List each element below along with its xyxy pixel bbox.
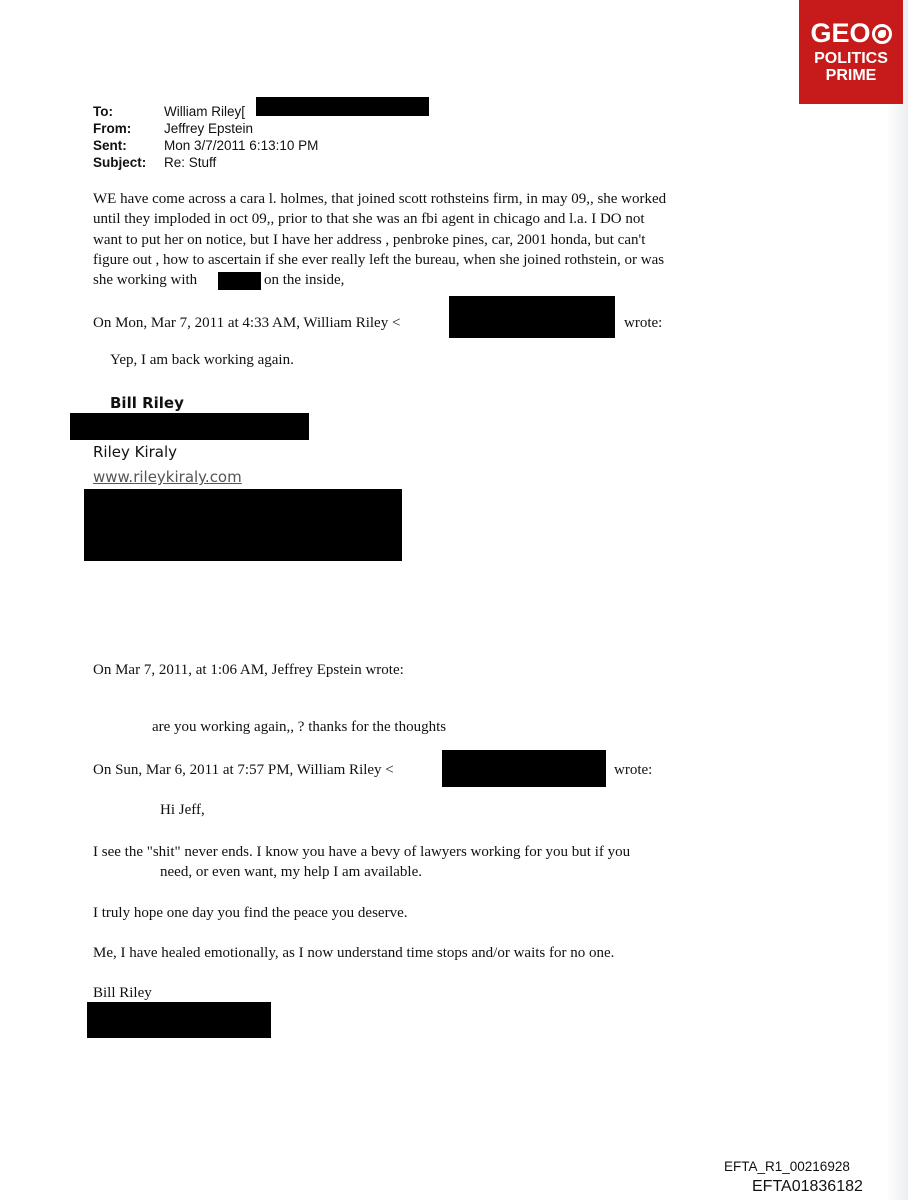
quote3-attribution: On Sun, Mar 6, 2011 at 7:57 PM, William Riley < (93, 762, 394, 778)
para4-text: Me, I have healed emotionally, as I now understand time stops and/or waits for no one. (93, 945, 615, 961)
para1-line3: want to put her on notice, but I have her address , penbroke pines, car, 2001 honda, but can't (93, 232, 646, 248)
quote1-wrote: wrote: (624, 315, 663, 331)
from-value: Jeffrey Epstein (164, 121, 254, 136)
sent-value: Mon 3/7/2011 6:13:10 PM (164, 138, 319, 153)
quote3-wrote: wrote: (614, 762, 653, 778)
para2-line1: I see the "shit" never ends. I know you have a bevy of lawyers working for you but if you (93, 844, 631, 860)
brand-line3: PRIME (825, 67, 877, 84)
brand-line1: GEO (810, 18, 871, 48)
para3-text: I truly hope one day you find the peace you deserve. (93, 905, 408, 921)
para2-line2: need, or even want, my help I am available. (160, 864, 422, 880)
para1-line5b: on the inside, (264, 272, 345, 288)
signature-company: Riley Kiraly (93, 443, 178, 461)
redaction-email-1 (449, 296, 615, 338)
redaction-to-address (256, 97, 429, 116)
para1-line2: until they imploded in oct 09,, prior to that she was an fbi agent in chicago and l.a. I DO not (93, 211, 645, 227)
brand-line2: POLITICS (814, 50, 888, 67)
to-label: To: (93, 104, 113, 119)
footer-id-2: EFTA01836182 (752, 1178, 863, 1195)
redaction-inline-name (218, 272, 261, 290)
reply1-text: Yep, I am back working again. (110, 352, 294, 368)
signature-url-link[interactable]: www.rileykiraly.com (93, 468, 242, 486)
para1-line4: figure out , how to ascertain if she ever really left the bureau, when she joined rothstein, or was (93, 252, 665, 268)
brand-logo (799, 0, 903, 104)
from-label: From: (93, 121, 132, 136)
brand-line1-wrap (799, 18, 903, 48)
greeting-text: Hi Jeff, (160, 802, 205, 818)
redaction-sig-block (84, 489, 402, 561)
quote1-attribution: On Mon, Mar 7, 2011 at 4:33 AM, William Riley < (93, 315, 401, 331)
redaction-email-2 (442, 750, 606, 787)
subject-value: Re: Stuff (164, 155, 217, 170)
footer-id-1: EFTA_R1_00216928 (724, 1159, 850, 1174)
para1-line5a: she working with (93, 272, 198, 288)
reply2-text: are you working again,, ? thanks for the thoughts (152, 719, 447, 735)
sent-label: Sent: (93, 138, 127, 153)
quote2-attribution: On Mar 7, 2011, at 1:06 AM, Jeffrey Epstein wrote: (93, 662, 404, 678)
para1-line1: WE have come across a cara l. holmes, that joined scott rothsteins firm, in may 09,, she worked (93, 191, 667, 207)
closing-name: Bill Riley (93, 985, 152, 1001)
subject-label: Subject: (93, 155, 147, 170)
signature-name: Bill Riley (110, 394, 184, 412)
redaction-sig-contact (70, 413, 309, 440)
page-edge (886, 0, 908, 1200)
redaction-closing-contact (87, 1002, 271, 1038)
globe-icon (872, 24, 892, 44)
to-value: William Riley[ (164, 104, 245, 119)
